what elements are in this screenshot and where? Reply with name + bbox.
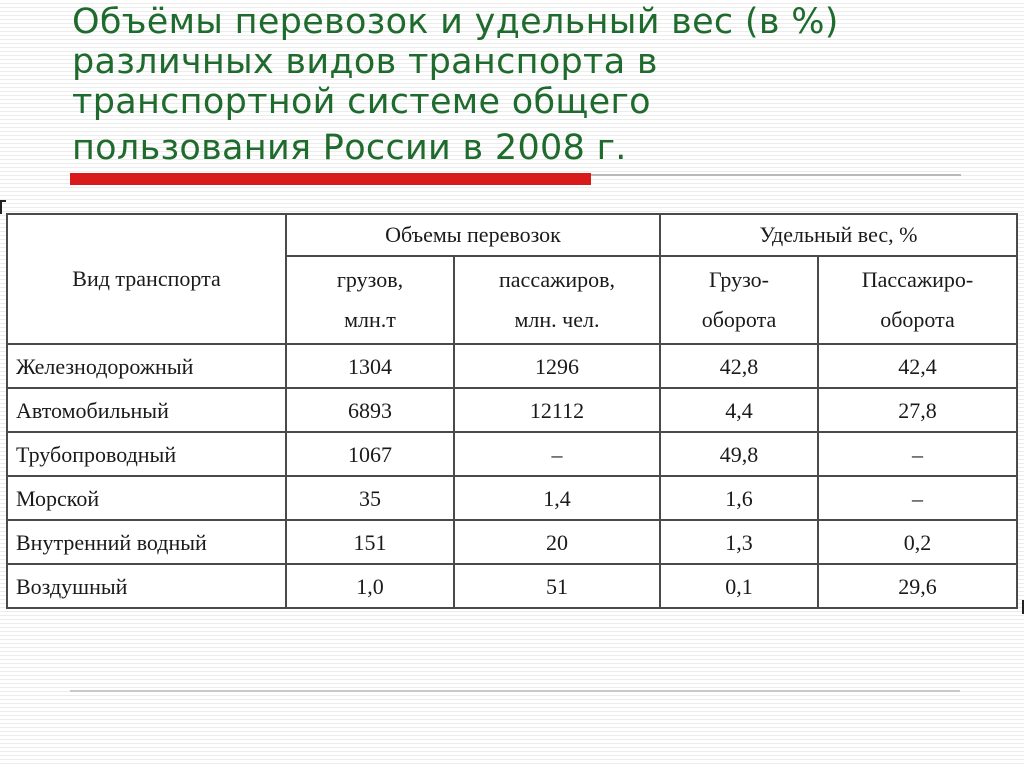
header-pass-turnover: [818, 256, 1017, 344]
cell-cargo-turnover: 42,8: [660, 344, 818, 388]
cell-cargo: 35: [286, 476, 454, 520]
header-cargo-turnover: [660, 256, 818, 344]
cell-pass-turnover: –: [818, 476, 1017, 520]
cell-passengers: 12112: [454, 388, 660, 432]
table-row: [7, 344, 1017, 388]
table-row: [7, 476, 1017, 520]
table-row: [7, 432, 1017, 476]
cell-passengers: 1296: [454, 344, 660, 388]
header-share-group: Удельный вес, %: [660, 214, 1017, 256]
cell-transport-name: Железнодорожный: [7, 344, 286, 388]
header-passengers: [454, 256, 660, 344]
title-line-1: Объёмы перевозок и удельный вес (в %): [72, 2, 839, 42]
cell-cargo: 6893: [286, 388, 454, 432]
table-row: [7, 564, 1017, 608]
title-line-3: транспортной системе общего: [72, 82, 651, 122]
crop-mark-left: [0, 200, 6, 214]
cell-cargo-turnover: 1,3: [660, 520, 818, 564]
crop-mark-right: [1018, 600, 1024, 614]
cell-passengers: 1,4: [454, 476, 660, 520]
header-passengers-line1: пассажиров,: [499, 267, 615, 292]
cell-cargo: 1,0: [286, 564, 454, 608]
cell-passengers: –: [454, 432, 660, 476]
transport-table: [6, 213, 1018, 609]
cell-passengers: 51: [454, 564, 660, 608]
title-line-2: различных видов транспорта в: [72, 42, 658, 82]
header-cargo: [286, 256, 454, 344]
cell-cargo-turnover: 0,1: [660, 564, 818, 608]
header-cargo-turnover-line1: Грузо-: [709, 267, 769, 292]
cell-transport-name: Автомобильный: [7, 388, 286, 432]
cell-transport-name: Внутренний водный: [7, 520, 286, 564]
cell-transport-name: Морской: [7, 476, 286, 520]
title-underline-thin: [591, 174, 961, 176]
cell-passengers: 20: [454, 520, 660, 564]
cell-pass-turnover: 29,6: [818, 564, 1017, 608]
cell-transport-name: Трубопроводный: [7, 432, 286, 476]
footer-divider: [70, 690, 960, 692]
cell-pass-turnover: 42,4: [818, 344, 1017, 388]
header-cargo-turnover-line2: оборота: [701, 307, 777, 332]
title-underline-accent: [70, 173, 591, 185]
header-row-group: [7, 214, 1017, 256]
header-transport-type: Вид транспорта: [7, 214, 286, 344]
header-cargo-line2: млн.т: [344, 307, 396, 332]
cell-cargo-turnover: 49,8: [660, 432, 818, 476]
cell-cargo: 1067: [286, 432, 454, 476]
cell-cargo: 1304: [286, 344, 454, 388]
table-row: [7, 520, 1017, 564]
table-row: [7, 388, 1017, 432]
header-passengers-line2: млн. чел.: [514, 307, 600, 332]
slide-title: [72, 2, 972, 168]
cell-cargo: 151: [286, 520, 454, 564]
cell-pass-turnover: –: [818, 432, 1017, 476]
cell-cargo-turnover: 4,4: [660, 388, 818, 432]
cell-pass-turnover: 27,8: [818, 388, 1017, 432]
title-line-4: пользования России в 2008 г.: [72, 128, 627, 168]
cell-pass-turnover: 0,2: [818, 520, 1017, 564]
header-pass-turnover-line1: Пассажиро-: [861, 267, 974, 292]
header-pass-turnover-line2: оборота: [880, 307, 955, 332]
cell-cargo-turnover: 1,6: [660, 476, 818, 520]
header-cargo-line1: грузов,: [336, 267, 404, 292]
header-volume-group: Объемы перевозок: [286, 214, 660, 256]
cell-transport-name: Воздушный: [7, 564, 286, 608]
